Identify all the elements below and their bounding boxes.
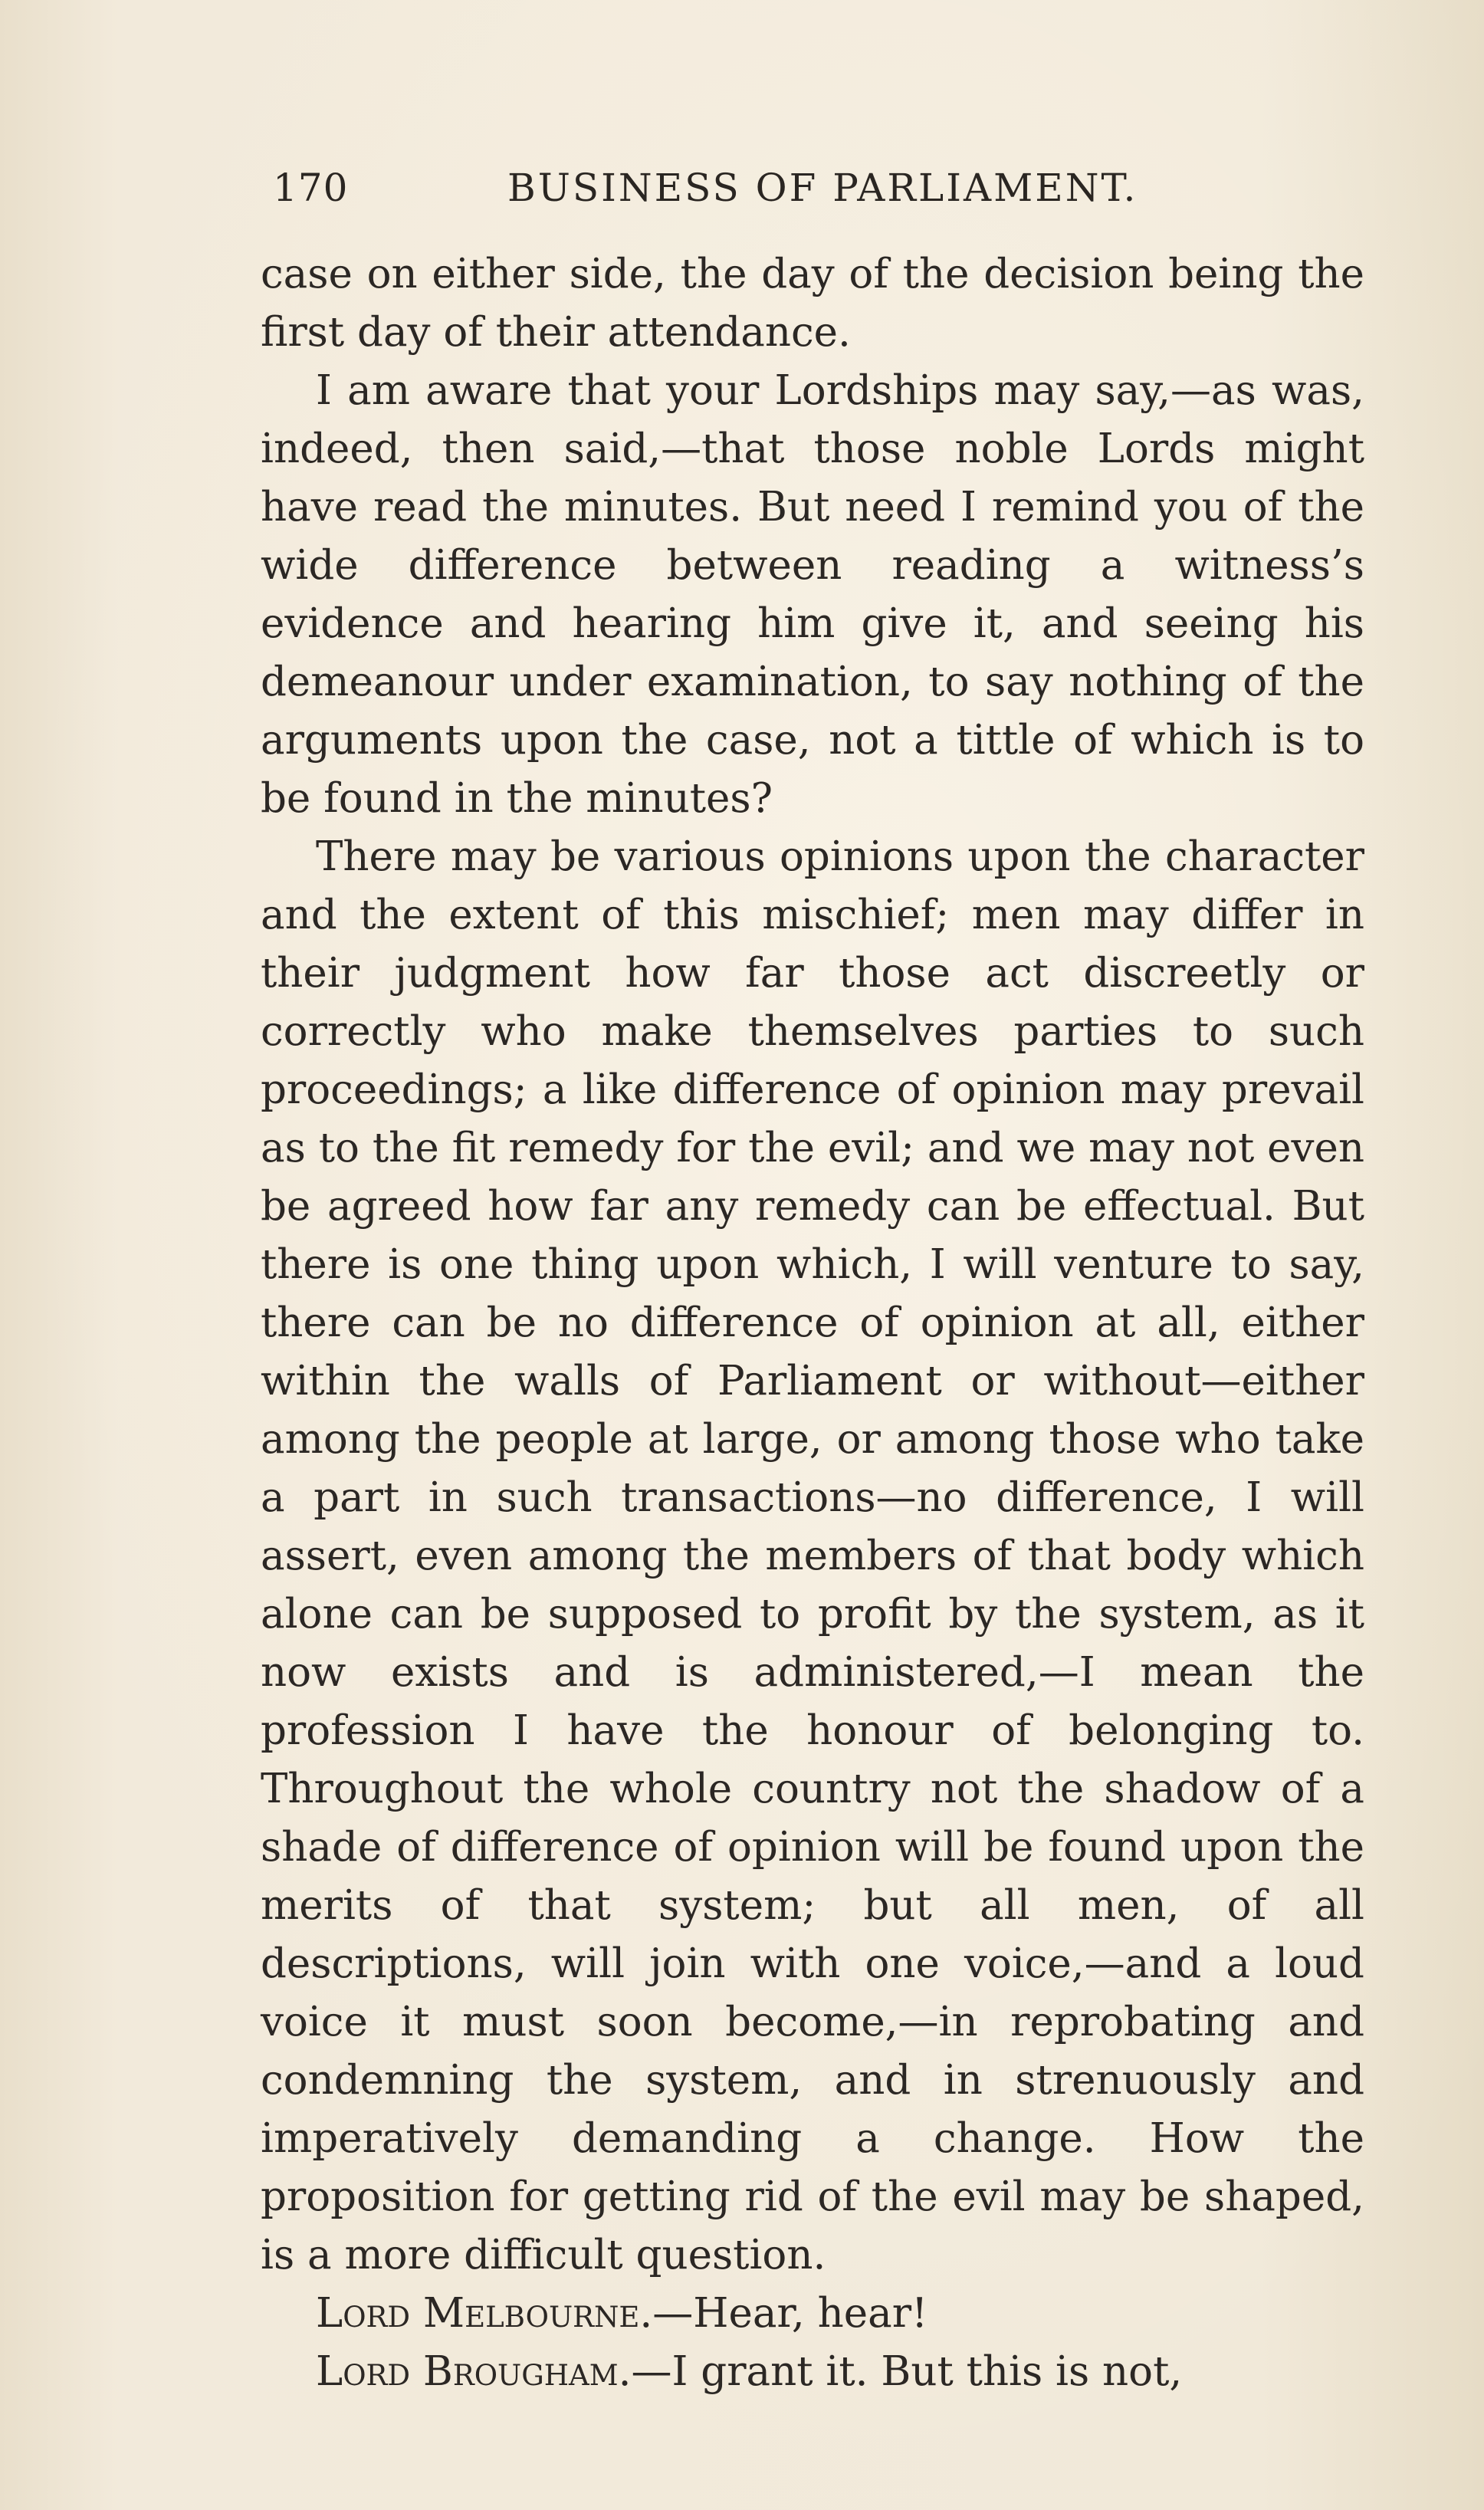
page-header <box>273 166 1361 219</box>
running-title: BUSINESS OF PARLIAMENT. <box>507 166 1138 210</box>
page-number: 170 <box>273 166 349 210</box>
paragraph-opinions: There may be various opinions upon the character and the extent of this mischief; men may differ in their judgment how far those act discreetly or correctly who make themselves parties to such proceedings; a like difference of opinion may prevail as to the fit remedy for the evil; and we may not even be agreed how far any remedy can be effectual. But there is one thing upon which, I will venture to say, there can be no difference of opinion at all, either within the walls of Parliament or without—either among the people at large, or among those who take a part in such transactions—no difference, I will assert, even among the members of that body which alone can be supposed to profit by the system, as it now exists and is administered,—I mean the profession I have the honour of belonging to. Throughout the whole country not the shadow of a shade of difference of opinion will be found upon the merits of that system; but all men, of all descriptions, will join with one voice,—and a loud voice it must soon become,—in reprobating and condemning the system, and in strenuously and imperatively demanding a change. How the proposition for getting rid of the evil may be shaped, is a more difficult question. <box>261 833 1364 2278</box>
speech-text: —Hear, hear! <box>652 2290 928 2337</box>
speech-brougham <box>261 2343 1364 2401</box>
speaker-name: Lord Melbourne. <box>316 2290 653 2337</box>
speaker-name: Lord Brougham. <box>316 2348 632 2395</box>
body-text <box>261 245 1364 2401</box>
speech-text: —I grant it. But this is not, <box>631 2348 1183 2395</box>
paragraph-lordships: I am aware that your Lordships may say,—as was, indeed, then said,—that those noble Lords might have read the minutes. But need I remind you of the wide difference between reading a witness’s evidence and hearing him give it, and seeing his demeanour under examination, to say nothing of the arguments upon the case, not a tittle of which is to be found in the minutes? <box>261 367 1364 822</box>
speech-melbourne <box>261 2285 1364 2343</box>
paragraph-continuation: case on either side, the day of the decision being the first day of their attendance. <box>261 251 1364 356</box>
